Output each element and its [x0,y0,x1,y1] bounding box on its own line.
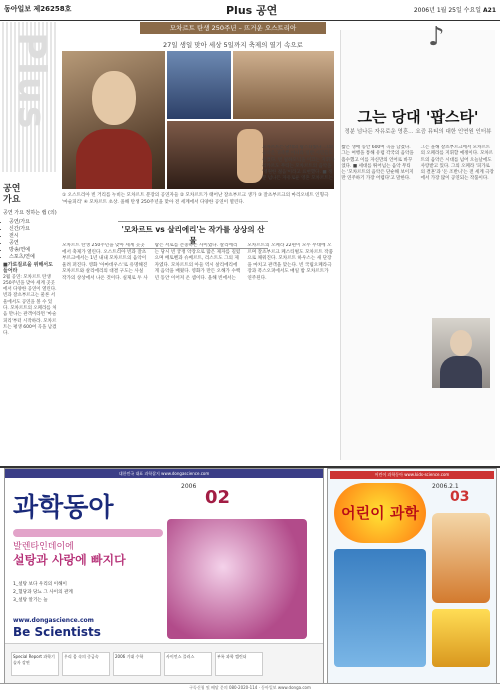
left-news [3,262,57,338]
street-performer-photo [167,51,231,119]
ad-tagline-2: 설탕과 사랑에 빠지다 [13,553,126,567]
page-footer: 구독신청 및 배달 문의 080-2020-114 · 동아일보 www.donga.com [0,683,500,692]
mozart-portrait-photo [62,51,165,189]
ad-topline: 대한민국 대표 과학잡지 www.dongascience.com [5,469,323,478]
middle-headline: '모차르트 vs 살리에리'는 작가를 상상의 산물 [118,221,268,249]
kids-book-cover [432,609,490,667]
magazine-cover-image [167,519,307,639]
plus-watermark-text: Plus [10,32,54,131]
decorative-wave [13,529,163,537]
left-news-body: 2월 공연: 모차르트 탄생 250주년을 맞아 세계 곳곳에서 다양한 공연이 열린다. 빈과 잘츠부르크는 물론 서울에서도 공연을 볼 수 있다. 모차르트의 오페라를 처음 만나는 관객이라면 '마술피리'부터 시작하라. 모차르트는 평생 600여 곡을 남겼다. [3,274,57,337]
feature-body: 모차르트는 당대의 팝스타였다. 그의 음악은 귀족뿐 아니라 일반 시민들도 즐겼다. 빈 필하모닉을 이끄는 지휘자 리카르도 무티는 모차르트의 음악을 '영원한 젊음'이라고 표현했다. ■ 정분 넘나든 자유로운 영혼 모차르트는 짧은 생애 동안 600여 곡을 남겼다. 그는 여행을 통해 유럽 각국의 음악을 흡수했고 이를 자신만의 언어로 바꾸었다. ■ 세대를 뛰어넘는 음악 무티는 '모차르트의 음악은 단순해 보이지만 연주하기 가장 어렵다'고 말한다. 그는 올해 잘츠부르크에서 모차르트의 오페라를 지휘할 예정이다. 모차르트의 음악은 시대를 넘어 오늘날에도 사랑받고 있다. 그의 오페라 '피가로의 결혼'과 '돈 조반니'는 전 세계 극장에서 가장 많이 공연되는 작품이다. [262,145,494,182]
ad-list-item: 1_설탕 보다 우리의 이해이 [13,582,67,587]
science-donga-ad[interactable] [4,468,324,684]
kids-science-ad[interactable] [327,468,497,684]
header-date [414,5,496,14]
kids-character-art [432,513,490,603]
be-scientists-slogan: Be Scientists [13,625,101,639]
feature-title: 그는 당대 '팝스타' [357,108,479,126]
ad-url[interactable]: www.dongascience.com [13,617,94,624]
kids-ad-date: 2006.2.1 [432,483,459,490]
music-clef-icon: ♪ [428,22,445,52]
kids-science-logo: 어린이 과학 [334,483,426,543]
left-column [0,22,60,460]
portrait-coat [76,129,152,189]
section-title: Plus 공연 [226,4,278,17]
brand-name: 동아일보 [4,5,32,13]
page-number: A21 [483,7,496,14]
middle-body: 모차르트 탄생 250주년을 맞아 세계 곳곳에서 축제가 열린다. 오스트리아 빈과 잘츠부르크에서는 1년 내내 모차르트의 음악이 울려 퍼진다. 영화 '아마데우스'로 유명해진 모차르트와 살리에리의 대결 구도는 사실 작가의 상상에서 나온 것이다. 실제로 두 사람은 서로를 존중하는 사이였다. 살리에리는 당시 빈 궁정 악장으로 많은 제자를 길렀으며 베토벤과 슈베르트, 리스트도 그의 제자였다. 모차르트의 아들 역시 살리에리에게 음악을 배웠다. 영화가 만든 오해가 수백 년 동안 이어져 온 셈이다. 올해 빈에서는 모차르트의 오페라 22편이 모두 무대에 오르며 잘츠부르크 페스티벌도 모차르트 작품으로 채워진다. 모차르트 하우스는 새 단장을 마치고 관객을 맞는다. 빈 국립오페라극장과 폭스오퍼에서도 매일 밤 모차르트가 연주된다. [62,243,334,281]
sidebox [3,210,57,261]
kids-ad-issue: 03 [450,489,470,505]
sidebox-item: • 공연 [9,240,57,247]
page-header [0,0,500,21]
section-title-2: 가요 [3,195,21,205]
portrait-body [440,356,482,388]
science-donga-logo: 과학동아 [13,493,114,523]
top-story-subtitle: 27일 생일 맞아 세상 5일까지 축제의 열기 속으로 [163,41,303,49]
sidebox-item: • 방송/연예 [9,247,57,254]
sidebox-item: • 공연/가요 [9,219,57,226]
ad-chip: 우리 몸 속의 중금속 [62,652,110,676]
puppet-figure [237,129,263,183]
birthplace-photo [233,51,334,119]
sidebox-item: • 전시 [9,233,57,240]
ad-list-item: 2_혈당과 당뇨 그 사이의 관계 [13,590,73,595]
sidebox-list [3,219,57,261]
section-title-1: 공연 [3,184,21,194]
issue-number: 제26258호 [33,5,72,13]
photo-caption: ① 오스트리아 빈 거리를 누비는 모차르트 분장의 공연자들 ② 모차르트가 태어난 잘츠부르크 생가 ③ 잘츠부르크의 마리오네트 인형극 '마술피리' ④ 모차르트 초상. 올해 탄생 250주년을 맞아 전 세계에서 다양한 공연이 열린다. [62,193,329,205]
ad-issue-year: 2006 [181,483,197,490]
portrait-face [92,71,136,125]
ad-list-item: 3_설탕 알기는 늘 [13,598,48,603]
sidebox-title: 공연 가요 정하는 랩 (의) [3,210,57,216]
newspaper-brand [4,4,71,14]
plus-watermark [2,22,58,172]
ad-issue-month: 02 [205,487,231,508]
kids-cover-art [334,549,426,667]
interview-portrait [432,318,490,388]
ad-tagline-1: 발렌타인데이에 [13,542,74,552]
sidebox-item: • 스포츠/연예 [9,254,57,261]
ad-bottom-strip [5,643,323,684]
kids-ad-head: 어린이 과학동아 www.kids-science.com [330,471,494,479]
ad-chip: 사이언스 플러스 [164,652,212,676]
left-section-title [3,184,20,206]
left-news-head: ■가로질르을 위해서도 들어라 [3,262,53,275]
feature-subtitle: 정분 넘나든 자유로운 영혼… 요즘 뮤티의 대한 인연원 인터뷰 [344,129,492,135]
ad-article-list [13,581,73,605]
ad-chip: Special Report 과학기술자 강연 [11,652,59,676]
top-story-label: 모차르트 탄생 250주년 – 뜨거운 오스트리아 [140,22,326,34]
portrait-head [450,330,472,356]
ad-chips [11,652,263,676]
sidebox-item: • 신간/가요 [9,226,57,233]
ad-chip: 2006 기대 수학 [113,652,161,676]
date-text: 2006년 1월 25일 수요일 [413,7,482,14]
ad-chip: 부록 과학 캘린더 [215,652,263,676]
